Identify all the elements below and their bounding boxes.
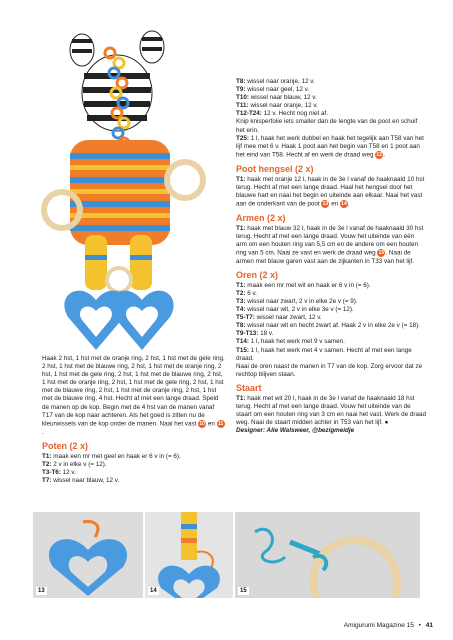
round-line: T12-T24: 12 v. Hecht nog niet af. — [236, 110, 328, 118]
step-badge: 15 — [378, 249, 385, 256]
section-title-armen: Armen (2 x) — [236, 212, 286, 223]
round-line: T2: 2 v in elke v (= 12). — [42, 460, 107, 468]
heart-teether-right — [110, 291, 173, 350]
zebra-ear-right — [140, 31, 164, 63]
round-line: T5-T7: wissel naar zwart, 12 v. — [236, 314, 322, 322]
page-footer — [344, 622, 433, 629]
mane-paragraph: Haak 2 hst, 1 hst met de oranje ring, 2 hst, 1 hst met de gele ring, 2 hst, 1 hst met de blauwe ring, 2 hst, 1 hst met de oranje ring, 2 hst, 1 hst met de gele ring, 2 hst, 1 hst met de blauwe ring, 2 hst, 1 hst met de oranje ring, 2 hst, 1 hst met de gele ring, 2 hst, 1 hst met de blauwe ring, 2 hst, 1 hst met de oranje ring, 2 hst, 1 hst met de blauwe ring, 4 hst. Hecht af met een lange draad. Speld de manen op de kop. Begin met de 4 hst van de manen vanaf T17 van de kop naar achteren. Als het goed is zitten nu de kleurwissels van de kop onder de manen. Naai het vast 10 en 11. — [42, 355, 225, 436]
round-line: T8: wissel naar oranje, 12 v. — [236, 78, 315, 85]
round-line: T1: haak met oranje 12 l, haak in de 3e l vanaf de haaknaald 10 hst terug. Hecht af met een lange draad. Haal het hengsel door het blauwe hart en naai het begin en uiteinde aan elkaar. Naai het vast aan de onderkant van de poot 13 en 14. — [236, 175, 425, 208]
section-title-oren: Oren (2 x) — [236, 269, 279, 280]
round-line: T1: maak een mr met geel en haak er 6 v in (= 6). — [42, 452, 181, 460]
round-line: T1: haak met wit 20 l, haak in de 3e l vanaf de haaknaald 18 hst terug. Hecht af met een lange draad. Vouw het uiteinde van de staart om een houten ring van 3 cm en naai het vast. Werk de draad weg. Naai de staart midden achter in T53 van het lijf. ● — [236, 394, 426, 427]
step-badge: 10 — [199, 420, 205, 427]
magazine-name: Amigurumi Magazine 15 — [343, 622, 414, 629]
step-badge: 11 — [217, 420, 224, 427]
round-line: T3-T6: 12 v. — [42, 468, 76, 476]
section-title-hengsel: Poot hengsel (2 x) — [236, 163, 314, 174]
round-line: T3: wissel naar zwart, 2 v in elke 2e v (= 9). — [236, 297, 358, 305]
round-line: T9: wissel naar geel, 12 v. — [236, 86, 310, 94]
striped-body — [70, 140, 170, 245]
round-line: T11: wissel naar oranje, 12 v. — [236, 102, 318, 110]
round-line: T7: wissel naar blauw, 12 v. — [42, 476, 120, 484]
round-line: T4: wissel naar wit, 2 v in elke 3e v (= 12). — [236, 306, 354, 314]
wooden-ring-right — [167, 162, 203, 198]
toy-photo — [30, 25, 220, 355]
designer-credit: Designer: Alie Walsweer, @bezigmeidje — [236, 427, 355, 435]
tail-ring — [107, 268, 131, 292]
page-number: 41 — [425, 622, 433, 629]
footer-separator: • — [418, 622, 421, 629]
step-photo-15 — [235, 512, 420, 598]
round-line: T15: 1 l, haak het werk met 4 v samen. Hecht af met een lange draad. — [236, 346, 412, 362]
round-line: T14: 1 l, haak het werk met 9 v samen. — [236, 338, 345, 346]
round-line: T2: 6 v. — [236, 289, 257, 297]
step-badge: 13 — [322, 200, 329, 207]
photo-number: 14 — [150, 588, 157, 594]
round-line: T10: wissel naar blauw, 12 v. — [236, 94, 317, 102]
step-photo-13 — [33, 512, 143, 598]
photo-number: 13 — [38, 588, 45, 594]
round-line: T8: wissel naar wit en hecht zwart af. Haak 2 v in elke 2e v (= 18). — [236, 322, 420, 330]
left-column — [42, 355, 225, 485]
round-line: T1: maak een mr met wit en haak er 6 v in (= 6). — [236, 281, 371, 289]
instruction-text: Knip knisperfolie iets smaller dan de lengte van de poot en schuif het erin. — [236, 118, 418, 134]
end-bullet: ● — [384, 419, 389, 427]
section-title-staart: Staart — [236, 382, 262, 393]
round-line: T1: haak met blauw 32 l, haak in de 3e l vanaf de haaknaald 30 hst terug. Hecht af met een lange draad. Vouw het uiteinde van één arm om een houten ring van 5,5 cm en de andere om een houten ring van 5 cm. Naai ze vast en werk de draad weg 15. Naai de armen met blauw garen vast aan de zijkanten in T33 van het lijf. — [236, 224, 424, 265]
step-badge: 12 — [376, 151, 382, 158]
right-column — [236, 78, 426, 435]
round-line: T25: 1 l, haak het werk dubbel en haak het tegelijk aan T58 van het lijf mee met 6 v. Haak 1 poot aan het begin van T58 en 1 poot aan het eind van T58. Hecht af en werk de draad weg 12. — [236, 134, 424, 159]
photo-number: 15 — [240, 588, 247, 594]
instruction-text: Naai de oren naast de manen in T7 van de kop. Zorg ervoor dat ze rechtop blijven staan. — [236, 362, 423, 378]
step-photo-14 — [145, 512, 233, 598]
zebra-ear-left — [70, 34, 94, 66]
section-title-poten: Poten (2 x) — [42, 440, 89, 451]
step-badge: 14 — [341, 200, 347, 207]
round-line: T9-T13: 18 v. — [236, 330, 274, 338]
